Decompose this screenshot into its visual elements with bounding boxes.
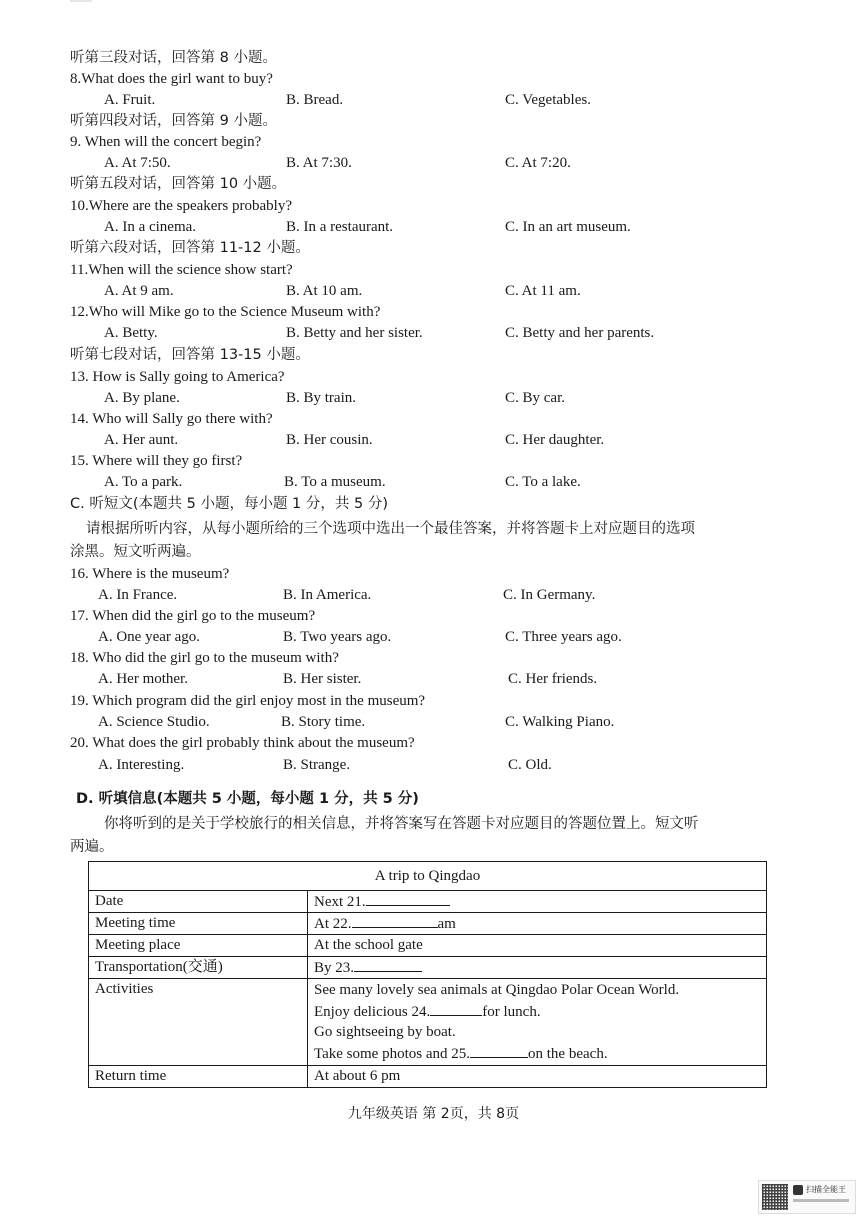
question-8: 8.What does the girl want to buy? <box>70 71 273 87</box>
q16-option-a: A. In France. <box>98 587 178 603</box>
q15-option-c: C. To a lake. <box>505 474 581 490</box>
question-17: 17. When did the girl go to the museum? <box>70 608 316 624</box>
meeting-place-value: At the school gate <box>308 935 767 957</box>
blank-22 <box>352 913 438 928</box>
part-d-heading: D. 听填信息(本题共 5 小题，每小题 1 分，共 5 分) <box>76 791 419 807</box>
activity-4-prefix: Take some photos and 25. <box>314 1046 471 1062</box>
question-12: 12.Who will Mike go to the Science Museum with? <box>70 304 381 320</box>
q14-option-b: B. Her cousin. <box>286 432 373 448</box>
q11-option-c: C. At 11 am. <box>505 283 581 299</box>
scanner-logo-icon <box>793 1185 803 1195</box>
q18-option-c: C. Her friends. <box>508 671 598 687</box>
q13-option-c: C. By car. <box>505 390 565 406</box>
table-row <box>89 979 767 1066</box>
scanner-label: 扫描全能王 <box>806 1185 846 1194</box>
activities-label: Activities <box>89 979 308 1066</box>
return-time-label: Return time <box>89 1066 308 1088</box>
part-d-instruction-line-2: 两遍。 <box>70 839 114 855</box>
q18-option-a: A. Her mother. <box>98 671 188 687</box>
blank-23 <box>354 957 422 972</box>
table-row <box>89 957 767 979</box>
table-caption-row <box>89 862 767 891</box>
q15-option-a: A. To a park. <box>104 474 183 490</box>
blank-21 <box>366 891 450 906</box>
q11-option-a: A. At 9 am. <box>104 283 174 299</box>
table-row <box>89 891 767 913</box>
transportation-prefix: By 23. <box>314 960 355 976</box>
meeting-time-label: Meeting time <box>89 913 308 935</box>
part-d-instruction-line-1: 你将听到的是关于学校旅行的相关信息，并将答案写在答题卡对应题目的答题位置上。短文听 <box>104 816 699 832</box>
section-3-instruction: 听第三段对话，回答第 8 小题。 <box>70 50 277 66</box>
activities-value <box>308 979 767 1066</box>
q12-option-a: A. Betty. <box>104 325 158 341</box>
table-row <box>89 935 767 957</box>
activity-2 <box>314 1001 760 1022</box>
activity-2-prefix: Enjoy delicious 24. <box>314 1004 431 1020</box>
question-16: 16. Where is the museum? <box>70 566 230 582</box>
trip-info-table <box>88 861 767 1088</box>
q14-option-a: A. Her aunt. <box>104 432 179 448</box>
date-label: Date <box>89 891 308 913</box>
q20-option-a: A. Interesting. <box>98 757 185 773</box>
question-19: 19. Which program did the girl enjoy most in the museum? <box>70 693 426 709</box>
question-11: 11.When will the science show start? <box>70 262 293 278</box>
activity-4-suffix: on the beach. <box>528 1046 608 1062</box>
scanner-subtext-bar <box>793 1199 849 1202</box>
table-caption: A trip to Qingdao <box>89 862 767 891</box>
q20-option-b: B. Strange. <box>283 757 351 773</box>
activity-1: See many lovely sea animals at Qingdao Polar Ocean World. <box>314 982 680 998</box>
blank-24 <box>430 1001 482 1016</box>
q9-option-a: A. At 7:50. <box>104 155 171 171</box>
q17-option-a: A. One year ago. <box>98 629 201 645</box>
q15-option-b: B. To a museum. <box>284 474 386 490</box>
q13-option-b: B. By train. <box>286 390 356 406</box>
q17-option-c: C. Three years ago. <box>505 629 622 645</box>
q19-option-b: B. Story time. <box>281 714 366 730</box>
section-4-instruction: 听第四段对话，回答第 9 小题。 <box>70 113 277 129</box>
q9-option-b: B. At 7:30. <box>286 155 352 171</box>
activity-2-suffix: for lunch. <box>482 1004 541 1020</box>
q8-option-b: B. Bread. <box>286 92 344 108</box>
part-c-instruction-line-2: 涂黑。短文听两遍。 <box>70 544 201 560</box>
q12-option-c: C. Betty and her parents. <box>505 325 655 341</box>
question-14: 14. Who will Sally go there with? <box>70 411 273 427</box>
question-9: 9. When will the concert begin? <box>70 134 262 150</box>
scanner-watermark <box>758 1180 856 1214</box>
q12-option-b: B. Betty and her sister. <box>286 325 423 341</box>
section-7-instruction: 听第七段对话，回答第 13-15 小题。 <box>70 347 310 363</box>
meeting-time-value <box>308 913 767 935</box>
question-13: 13. How is Sally going to America? <box>70 369 285 385</box>
date-value <box>308 891 767 913</box>
question-18: 18. Who did the girl go to the museum with? <box>70 650 339 666</box>
q17-option-b: B. Two years ago. <box>283 629 392 645</box>
q10-option-a: A. In a cinema. <box>104 219 197 235</box>
section-6-instruction: 听第六段对话，回答第 11-12 小题。 <box>70 240 310 256</box>
q16-option-c: C. In Germany. <box>503 587 596 603</box>
transportation-value <box>308 957 767 979</box>
q18-option-b: B. Her sister. <box>283 671 362 687</box>
question-15: 15. Where will they go first? <box>70 453 243 469</box>
transportation-label: Transportation(交通) <box>89 957 308 979</box>
q8-option-a: A. Fruit. <box>104 92 156 108</box>
meeting-place-label: Meeting place <box>89 935 308 957</box>
q8-option-c: C. Vegetables. <box>505 92 591 108</box>
part-c-instruction-line-1: 请根据所听内容，从每小题所给的三个选项中选出一个最佳答案，并将答题卡上对应题目的选项 <box>86 521 695 537</box>
blank-25 <box>470 1043 528 1058</box>
q16-option-b: B. In America. <box>283 587 372 603</box>
qr-code-icon <box>762 1184 788 1210</box>
table-row <box>89 1066 767 1088</box>
date-value-text: Next 21. <box>314 894 366 910</box>
q14-option-c: C. Her daughter. <box>505 432 605 448</box>
q13-option-a: A. By plane. <box>104 390 180 406</box>
meeting-time-prefix: At 22. <box>314 916 352 932</box>
activity-3: Go sightseeing by boat. <box>314 1024 456 1040</box>
section-5-instruction: 听第五段对话，回答第 10 小题。 <box>70 176 287 192</box>
table-row <box>89 913 767 935</box>
question-10: 10.Where are the speakers probably? <box>70 198 292 214</box>
top-edge-mark <box>70 0 92 2</box>
return-time-value: At about 6 pm <box>308 1066 767 1088</box>
meeting-time-suffix: am <box>437 916 456 932</box>
activity-4 <box>314 1043 760 1064</box>
q19-option-c: C. Walking Piano. <box>505 714 615 730</box>
q20-option-c: C. Old. <box>508 757 552 773</box>
q9-option-c: C. At 7:20. <box>505 155 571 171</box>
q10-option-b: B. In a restaurant. <box>286 219 394 235</box>
part-c-heading: C. 听短文(本题共 5 小题，每小题 1 分，共 5 分) <box>70 496 388 512</box>
q11-option-b: B. At 10 am. <box>286 283 363 299</box>
q19-option-a: A. Science Studio. <box>98 714 210 730</box>
q10-option-c: C. In an art museum. <box>505 219 631 235</box>
page-footer: 九年级英语 第 2页，共 8页 <box>347 1106 520 1122</box>
question-20: 20. What does the girl probably think about the museum? <box>70 735 415 751</box>
